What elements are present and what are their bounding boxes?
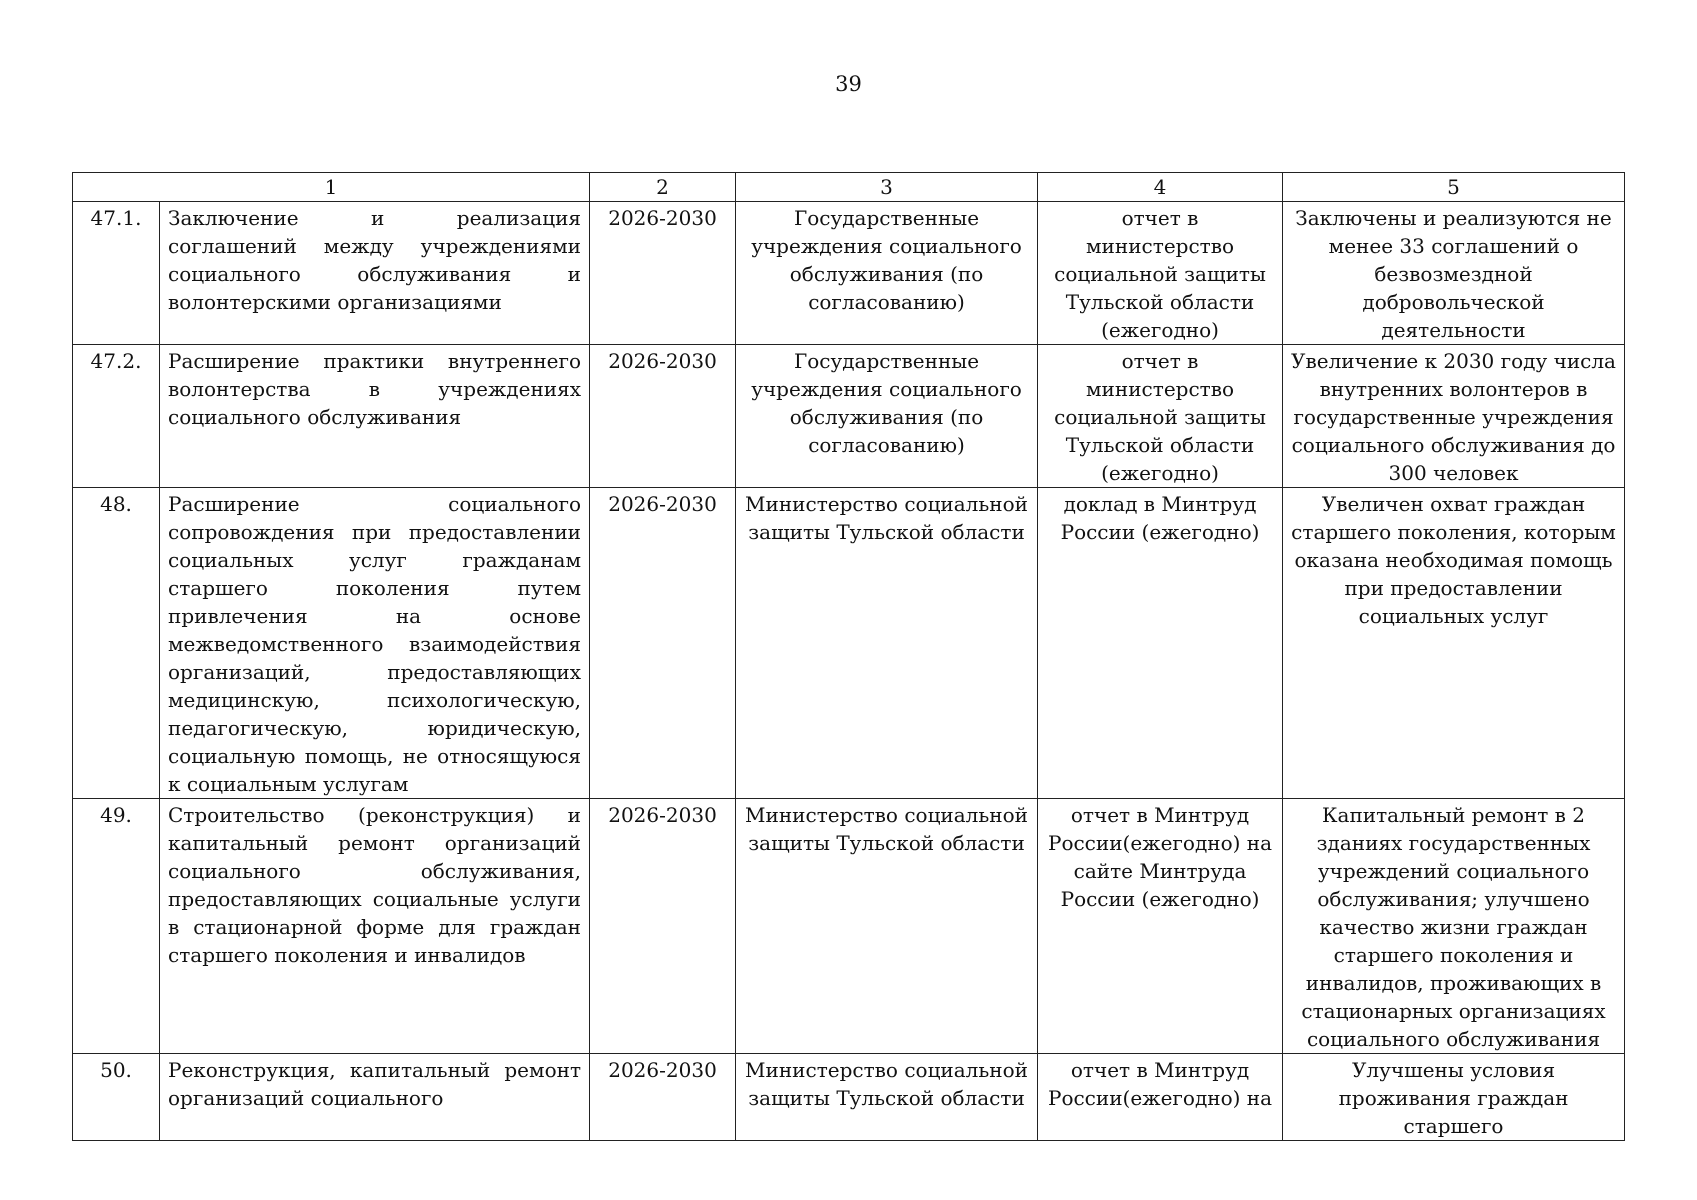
period: 2026-2030 (590, 488, 736, 799)
item-number: 47.1. (73, 202, 160, 345)
executor: Государственные учреждения социального обслуживания (по согласованию) (736, 202, 1038, 345)
period: 2026-2030 (590, 1054, 736, 1141)
reporting-form: отчет в министерство социальной защиты Тульской области (ежегодно) (1038, 202, 1283, 345)
reporting-form: отчет в Минтруд России(ежегодно) на сайте Минтруда России (ежегодно) (1038, 799, 1283, 1054)
activity-text: Реконструкция, капитальный ремонт организаций социального (160, 1054, 590, 1141)
expected-result: Капитальный ремонт в 2 зданиях государственных учреждений социального обслуживания; улучшено качество жизни граждан старшего поколения и инвалидов, проживающих в стационарных организациях социального обслуживания (1283, 799, 1625, 1054)
table-row (73, 345, 1625, 488)
period: 2026-2030 (590, 202, 736, 345)
period: 2026-2030 (590, 345, 736, 488)
expected-result: Увеличение к 2030 году числа внутренних волонтеров в государственные учреждения социального обслуживания до 300 человек (1283, 345, 1625, 488)
header-col-4: 4 (1038, 173, 1283, 202)
item-number: 50. (73, 1054, 160, 1141)
table-row (73, 202, 1625, 345)
item-number: 48. (73, 488, 160, 799)
reporting-form: отчет в Минтруд России(ежегодно) на (1038, 1054, 1283, 1141)
expected-result: Улучшены условия проживания граждан старшего (1283, 1054, 1625, 1141)
table-row (73, 488, 1625, 799)
table-row (73, 1054, 1625, 1141)
header-col-3: 3 (736, 173, 1038, 202)
header-col-1: 1 (73, 173, 590, 202)
header-col-5: 5 (1283, 173, 1625, 202)
reporting-form: отчет в министерство социальной защиты Тульской области (ежегодно) (1038, 345, 1283, 488)
item-number: 47.2. (73, 345, 160, 488)
executor: Министерство социальной защиты Тульской области (736, 1054, 1038, 1141)
expected-result: Увеличен охват граждан старшего поколения, которым оказана необходимая помощь при предоставлении социальных услуг (1283, 488, 1625, 799)
header-col-2: 2 (590, 173, 736, 202)
reporting-form: доклад в Минтруд России (ежегодно) (1038, 488, 1283, 799)
expected-result: Заключены и реализуются не менее 33 соглашений о безвозмездной добровольческой деятельности (1283, 202, 1625, 345)
activity-text: Расширение социального сопровождения при предоставлении социальных услуг гражданам старшего поколения путем привлечения на основе межведомственного взаимодействия организаций, предоставляющих медицинскую, психологическую, педагогическую, юридическую, социальную помощь, не относящуюся к социальным услугам (160, 488, 590, 799)
period: 2026-2030 (590, 799, 736, 1054)
header-row (73, 173, 1625, 202)
executor: Министерство социальной защиты Тульской области (736, 488, 1038, 799)
action-plan-table (72, 172, 1625, 1141)
activity-text: Заключение и реализация соглашений между учреждениями социального обслуживания и волонтерскими организациями (160, 202, 590, 345)
table-row (73, 799, 1625, 1054)
activity-text: Расширение практики внутреннего волонтерства в учреждениях социального обслуживания (160, 345, 590, 488)
item-number: 49. (73, 799, 160, 1054)
page-number: 39 (835, 72, 862, 96)
executor: Государственные учреждения социального обслуживания (по согласованию) (736, 345, 1038, 488)
activity-text: Строительство (реконструкция) и капитальный ремонт организаций социального обслуживания, предоставляющих социальные услуги в стационарной форме для граждан старшего поколения и инвалидов (160, 799, 590, 1054)
executor: Министерство социальной защиты Тульской области (736, 799, 1038, 1054)
